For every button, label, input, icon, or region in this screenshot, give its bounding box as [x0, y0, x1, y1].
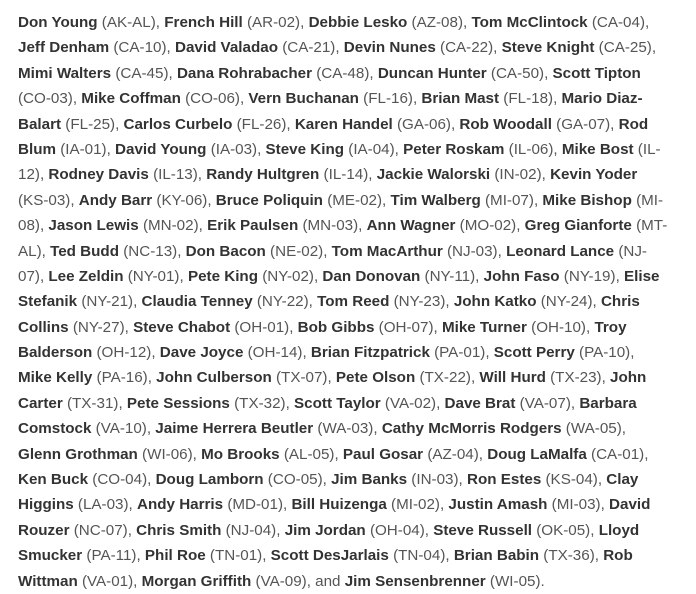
- member-name: Lloyd: [598, 521, 640, 539]
- district-text: (NC-07),: [69, 521, 137, 539]
- district-text: (NJ-03),: [442, 242, 507, 260]
- district-text: (MI-07),: [480, 191, 543, 209]
- district-text: (NY-21),: [77, 293, 142, 311]
- district-text: (CO-03),: [18, 90, 82, 108]
- district-text: (NJ-04),: [221, 521, 285, 539]
- text-line: [18, 416, 682, 441]
- member-name: Troy: [594, 318, 627, 336]
- member-name: Brian Babin: [453, 547, 540, 565]
- district-text: (MO-02),: [455, 217, 525, 235]
- member-name: Carlos Curbelo: [123, 115, 233, 133]
- text-line: [18, 569, 682, 594]
- member-name: Jackie Walorski: [376, 166, 491, 184]
- district-text: (NY-27),: [68, 318, 134, 336]
- member-name: Wittman: [18, 572, 78, 590]
- member-name: Peter Roskam: [403, 140, 505, 158]
- member-name: Dan Donovan: [322, 267, 421, 285]
- member-name: Ted Budd: [50, 242, 119, 260]
- text-line: [18, 10, 682, 35]
- member-name: Scott Tipton: [552, 64, 641, 82]
- text-line: [18, 188, 682, 213]
- district-text: (MI-: [631, 191, 664, 209]
- member-name: Higgins: [18, 496, 74, 514]
- member-name: Claudia Tenney: [141, 293, 253, 311]
- member-name: Rod: [618, 115, 649, 133]
- district-text: (GA-06),: [392, 115, 460, 133]
- member-name: Carter: [18, 394, 63, 412]
- district-text: (TX-23),: [545, 369, 611, 387]
- text-line: [18, 340, 682, 365]
- district-text: (TX-22),: [415, 369, 480, 387]
- member-name: Mimi Walters: [18, 64, 112, 82]
- member-name: Jim Jordan: [284, 521, 366, 539]
- member-name: Mike Bishop: [542, 191, 632, 209]
- member-name: Bill Huizenga: [291, 496, 387, 514]
- member-name: Rob Woodall: [459, 115, 552, 133]
- district-text: (TX-36),: [539, 547, 604, 565]
- member-name: Tom McClintock: [471, 14, 588, 31]
- text-line: [18, 264, 682, 289]
- district-text: (NY-19),: [559, 267, 625, 285]
- member-name: Balderson: [18, 344, 93, 362]
- district-text: (CA-21),: [277, 39, 344, 57]
- district-text: (LA-03),: [73, 496, 137, 514]
- member-name: Morgan Griffith: [141, 572, 252, 590]
- member-name: Mike Kelly: [18, 369, 93, 387]
- district-text: (NY-22),: [252, 293, 318, 311]
- district-text: (IL-14),: [319, 166, 377, 184]
- district-text: (AR-02),: [242, 14, 309, 31]
- district-text: (TN-01),: [205, 547, 271, 565]
- district-text: (VA-07),: [515, 394, 580, 412]
- district-text: (MI-03),: [547, 496, 610, 514]
- text-line: [18, 442, 682, 467]
- member-name: Comstock: [18, 420, 92, 438]
- member-name: Cathy McMorris Rodgers: [381, 420, 562, 438]
- district-text: (NE-02),: [265, 242, 332, 260]
- district-text: 08),: [18, 217, 49, 235]
- district-text: (OH-10),: [526, 318, 595, 336]
- district-text: (VA-10),: [91, 420, 156, 438]
- district-text: (OH-04),: [365, 521, 434, 539]
- district-text: (CO-05),: [263, 471, 332, 489]
- member-name: Pete Sessions: [126, 394, 230, 412]
- district-text: (PA-16),: [92, 369, 157, 387]
- text-line: [18, 518, 682, 543]
- member-name: Mike Coffman: [81, 90, 181, 108]
- text-line: [18, 162, 682, 187]
- district-text: (ME-02),: [322, 191, 391, 209]
- district-text: (TX-07),: [271, 369, 336, 387]
- member-name: John: [610, 369, 647, 387]
- district-text: (NY-11),: [420, 267, 484, 285]
- district-text: (KS-03),: [18, 191, 79, 209]
- text-line: [18, 239, 682, 264]
- member-name: David: [609, 496, 651, 514]
- member-name: Ken Buck: [18, 471, 89, 489]
- district-text: (NY-02),: [257, 267, 323, 285]
- member-name: Ron Estes: [467, 471, 542, 489]
- district-text: (CA-04),: [587, 14, 650, 31]
- district-text: (FL-18),: [499, 90, 562, 108]
- district-text: AL),: [18, 242, 51, 260]
- district-text: (TX-32),: [229, 394, 295, 412]
- text-line: [18, 61, 682, 86]
- member-name: Barbara: [579, 394, 637, 412]
- member-name: Scott DesJarlais: [270, 547, 389, 565]
- member-name: Tim Walberg: [390, 191, 481, 209]
- member-name: Mario Diaz-: [561, 90, 643, 108]
- district-text: (NY-24),: [536, 293, 601, 311]
- member-name: Collins: [18, 318, 69, 336]
- member-name: Karen Handel: [294, 115, 393, 133]
- district-text: (OK-05),: [532, 521, 599, 539]
- district-text: (IA-04),: [344, 140, 404, 158]
- district-text: (VA-02),: [380, 394, 445, 412]
- member-name: Blum: [18, 140, 56, 158]
- district-text: (IL-13),: [148, 166, 207, 184]
- district-text: (IN-02),: [490, 166, 551, 184]
- district-text: (FL-26),: [232, 115, 295, 133]
- district-text: (OH-12),: [92, 344, 160, 362]
- text-line: [18, 86, 682, 111]
- district-text: (MN-02),: [138, 217, 208, 235]
- member-name: Jim Banks: [331, 471, 408, 489]
- district-text: (CA-25),: [594, 39, 657, 57]
- district-text: (MN-03),: [298, 217, 367, 235]
- district-text: (FL-25),: [61, 115, 124, 133]
- text-line: [18, 137, 682, 162]
- district-text: (KY-06),: [152, 191, 216, 209]
- district-text: (NY-01),: [123, 267, 188, 285]
- member-name: Lee Zeldin: [48, 267, 124, 285]
- member-name: Phil Roe: [144, 547, 206, 565]
- member-name: Brian Fitzpatrick: [310, 344, 430, 362]
- district-text: (AL-05),: [279, 445, 343, 463]
- member-name: Rob: [603, 547, 633, 565]
- district-text: (WA-05),: [561, 420, 626, 438]
- district-text: (CA-10),: [109, 39, 175, 57]
- member-name: Mike Bost: [561, 140, 634, 158]
- district-text: (PA-11),: [82, 547, 145, 565]
- member-name: Balart: [18, 115, 62, 133]
- member-name: Doug Lamborn: [155, 471, 264, 489]
- member-name: Dave Joyce: [159, 344, 244, 362]
- district-text: (AZ-08),: [407, 14, 472, 31]
- district-text: (CA-48),: [312, 64, 378, 82]
- member-name: Rodney Davis: [48, 166, 149, 184]
- member-name: Jaime Herrera Beutler: [155, 420, 314, 438]
- district-text: (OH-07),: [374, 318, 442, 336]
- district-text: (VA-01),: [77, 572, 142, 590]
- member-name: Mo Brooks: [201, 445, 280, 463]
- member-name: Pete Olson: [335, 369, 416, 387]
- district-text: (NJ-: [614, 242, 647, 260]
- member-name: Will Hurd: [479, 369, 546, 387]
- district-text: (TX-31),: [62, 394, 127, 412]
- member-name: Don Young: [18, 14, 98, 31]
- district-text: 07),: [18, 267, 49, 285]
- member-name: Tom MacArthur: [331, 242, 443, 260]
- member-name: Justin Amash: [448, 496, 548, 514]
- member-name: Paul Gosar: [342, 445, 424, 463]
- member-name: Smucker: [18, 547, 83, 565]
- member-name: Chris Smith: [136, 521, 222, 539]
- member-name: Jeff Denham: [18, 39, 110, 57]
- text-line: [18, 213, 682, 238]
- member-name: David Young: [115, 140, 207, 158]
- member-name: Bruce Poliquin: [215, 191, 323, 209]
- member-name: Scott Perry: [493, 344, 575, 362]
- member-name: John Culberson: [156, 369, 272, 387]
- member-name: Tom Reed: [317, 293, 390, 311]
- member-name: Greg Gianforte: [524, 217, 632, 235]
- member-name: Mike Turner: [441, 318, 527, 336]
- member-name: John Katko: [453, 293, 537, 311]
- district-text: (WI-06),: [137, 445, 202, 463]
- text-line: [18, 492, 682, 517]
- member-name: Duncan Hunter: [377, 64, 487, 82]
- member-name: Steve Knight: [501, 39, 595, 57]
- district-text: (OH-01),: [230, 318, 298, 336]
- text-line: [18, 467, 682, 492]
- text-line: [18, 391, 682, 416]
- district-text: (OH-14),: [243, 344, 311, 362]
- member-name: Andy Harris: [137, 496, 224, 514]
- member-name: Doug LaMalfa: [487, 445, 587, 463]
- member-name: Kevin Yoder: [550, 166, 638, 184]
- member-name: Pete King: [187, 267, 258, 285]
- text-line: [18, 315, 682, 340]
- member-name: Don Bacon: [185, 242, 266, 260]
- district-text: (IA-01),: [55, 140, 116, 158]
- member-name: Steve King: [265, 140, 345, 158]
- district-text: (KS-04),: [541, 471, 607, 489]
- district-text: (AK-AL),: [97, 14, 165, 31]
- district-text: (TN-04),: [388, 547, 454, 565]
- member-name: Leonard Lance: [506, 242, 615, 260]
- district-text: (CA-50),: [486, 64, 553, 82]
- member-name: Chris: [600, 293, 640, 311]
- member-name: Andy Barr: [78, 191, 153, 209]
- district-text: 12),: [18, 166, 49, 184]
- district-text: (CO-04),: [88, 471, 156, 489]
- district-text: (CA-45),: [111, 64, 177, 82]
- district-text: (CO-06),: [180, 90, 249, 108]
- member-name: Clay: [606, 471, 639, 489]
- member-name: Stefanik: [18, 293, 78, 311]
- district-text: (MD-01),: [223, 496, 292, 514]
- text-line: [18, 112, 682, 137]
- district-text: (PA-01),: [429, 344, 494, 362]
- text-line: [18, 35, 682, 60]
- member-name: Randy Hultgren: [206, 166, 320, 184]
- member-name: David Valadao: [174, 39, 278, 57]
- district-text: (PA-10),: [574, 344, 635, 362]
- text-line: [18, 365, 682, 390]
- district-text: (AZ-04),: [423, 445, 488, 463]
- district-text: (WI-05).: [485, 572, 545, 590]
- member-name: French Hill: [164, 14, 243, 31]
- member-name: Dana Rohrabacher: [176, 64, 312, 82]
- district-text: (FL-16),: [358, 90, 422, 108]
- member-name: Scott Taylor: [294, 394, 381, 412]
- member-name: Rouzer: [18, 521, 70, 539]
- member-name: Glenn Grothman: [18, 445, 138, 463]
- member-name: Brian Mast: [421, 90, 500, 108]
- district-text: (IL-: [633, 140, 661, 158]
- member-name: Devin Nunes: [343, 39, 436, 57]
- district-text: (IL-06),: [504, 140, 562, 158]
- member-name: Ann Wagner: [366, 217, 456, 235]
- member-name: Jason Lewis: [48, 217, 139, 235]
- member-name: Debbie Lesko: [308, 14, 408, 31]
- member-name: Vern Buchanan: [248, 90, 359, 108]
- member-name: Jim Sensenbrenner: [344, 572, 486, 590]
- member-name: Erik Paulsen: [207, 217, 299, 235]
- district-text: (IN-03),: [407, 471, 467, 489]
- member-name: Bob Gibbs: [297, 318, 375, 336]
- district-text: (NC-13),: [118, 242, 186, 260]
- district-text: (MT-: [631, 217, 668, 235]
- text-line: [18, 543, 682, 568]
- member-name: Dave Brat: [444, 394, 516, 412]
- member-name: Elise: [624, 267, 660, 285]
- text-line: [18, 289, 682, 314]
- member-name: Steve Russell: [433, 521, 533, 539]
- district-text: (IA-03),: [206, 140, 266, 158]
- member-name: Steve Chabot: [133, 318, 231, 336]
- district-text: (MI-02),: [386, 496, 449, 514]
- district-text: (CA-22),: [435, 39, 502, 57]
- district-text: (CA-01),: [586, 445, 649, 463]
- district-text: (VA-09), and: [251, 572, 345, 590]
- district-text: (WA-03),: [313, 420, 382, 438]
- district-text: (GA-07),: [551, 115, 619, 133]
- member-name: John Faso: [483, 267, 560, 285]
- district-text: (NY-23),: [389, 293, 454, 311]
